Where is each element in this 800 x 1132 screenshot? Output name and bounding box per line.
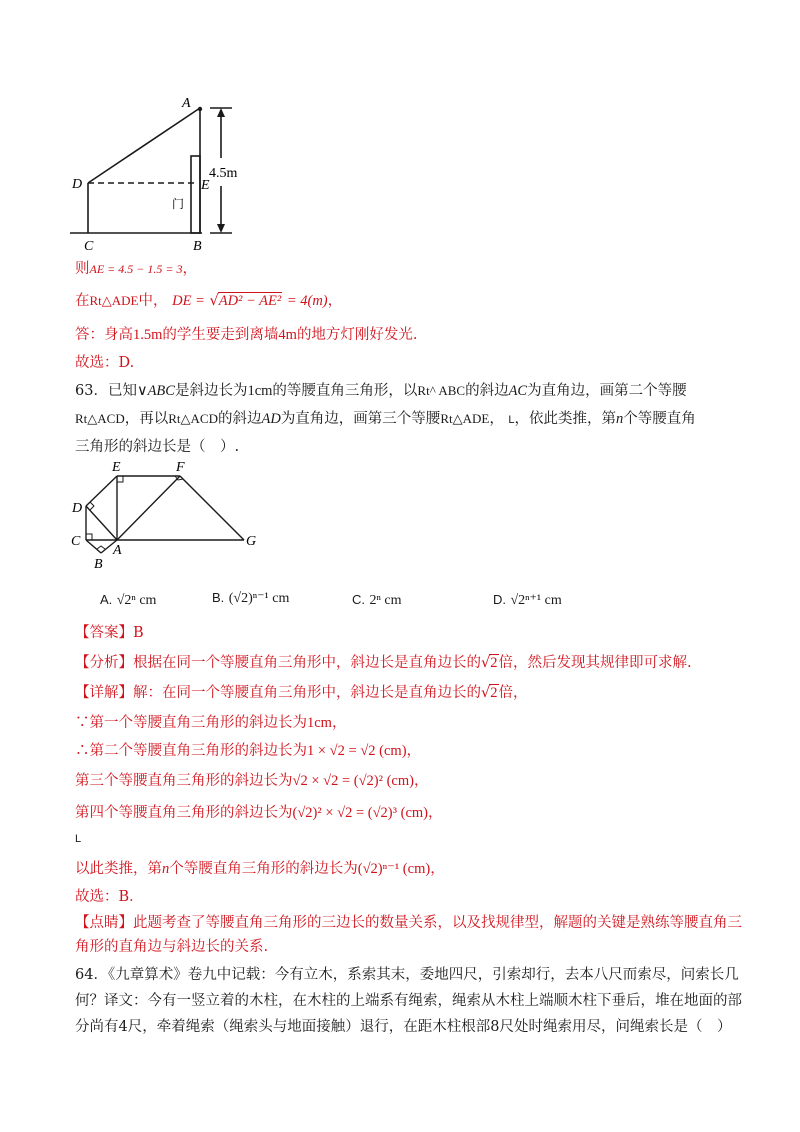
q63-line-1 xyxy=(75,380,687,402)
answer-line: 【答案】B xyxy=(75,625,144,641)
text: 为直角边，画第三个等腰 xyxy=(280,411,441,427)
tag: 【详解】 xyxy=(75,685,133,701)
math-expr: Rt△ADE xyxy=(440,411,490,426)
step-1 xyxy=(75,712,346,734)
step-2 xyxy=(75,740,421,762)
prev-line-3 xyxy=(75,324,418,346)
prev-line-2: 在Rt△ADE中， DE = √AD² − AE² = 4(m)， xyxy=(75,293,343,309)
text: ， xyxy=(406,743,422,759)
option-expr: (√2)ⁿ⁻¹ cm xyxy=(228,591,290,606)
math-expr: (√2)ⁿ⁻¹ (cm) xyxy=(357,861,431,877)
step-4 xyxy=(75,802,442,824)
math-expr: = 4(m) xyxy=(286,293,328,309)
option-letter: C. xyxy=(352,592,365,607)
option-letter: A. xyxy=(100,592,113,607)
ellipsis-line: L xyxy=(75,833,82,845)
label-C2: C xyxy=(71,534,81,549)
option-b[interactable] xyxy=(212,590,289,607)
label-A2: A xyxy=(113,543,122,558)
text: 此题考查了等腰直角三角形的三边长的数量关系，以及找规律型，解题的关键是熟练等腰直角三 xyxy=(133,915,742,931)
math-expr: AE = 4.5 − 1.5 = 3 xyxy=(89,262,183,276)
label-D2: D xyxy=(72,501,83,516)
math-expr: ∨ABC xyxy=(136,383,175,399)
prev-line-1 xyxy=(75,258,197,280)
label-B: B xyxy=(193,239,202,254)
arrow-down xyxy=(217,224,225,233)
math-expr: Rt^ ABC xyxy=(417,383,466,398)
text: ∵第一个等腰直角三角形的斜边长为 xyxy=(75,715,307,731)
text: 的斜边 xyxy=(217,411,262,427)
tag: 【分析】 xyxy=(75,655,133,671)
math-expr: 4m xyxy=(278,327,297,343)
label-F2: F xyxy=(176,460,185,475)
text: 个等腰直角 xyxy=(623,411,696,427)
seg-DE xyxy=(86,476,117,506)
text: ∴第二个等腰直角三角形的斜边长为 xyxy=(75,743,307,759)
text: 解：在同一个等腰直角三角形中，斜边长是直角边长的 xyxy=(133,685,481,701)
math-expr: Rt△ACD xyxy=(75,411,125,426)
label-G2: G xyxy=(246,534,257,549)
text: 在 xyxy=(75,293,90,309)
text: 的斜边 xyxy=(465,383,509,399)
door-rect xyxy=(191,156,200,233)
label-B2: B xyxy=(94,557,103,572)
right-angle-E xyxy=(117,476,123,482)
q64-line-2: 何？译文：今有一竖立着的木柱，在木柱的上端系有绳索，绳索从木柱上端顺木柱下垂后，堆在地面的部 xyxy=(75,993,742,1009)
math-expr: Rt△ADE xyxy=(89,293,139,308)
text: 已知 xyxy=(107,383,137,399)
label-C: C xyxy=(84,239,94,254)
text: 倍，然后发现其规律即可求解. xyxy=(498,655,692,671)
text: ， xyxy=(331,715,347,731)
q64-line-1: 64．《九章算术》卷九中记载：今有立木，系索其末，委地四尺，引索却行，去本八尺而索尽，问索长几 xyxy=(75,967,739,983)
point-A xyxy=(198,107,202,111)
step-5 xyxy=(75,858,445,880)
text: 答：身高 xyxy=(75,327,133,343)
step-3 xyxy=(75,770,428,792)
option-a[interactable] xyxy=(100,592,156,609)
math-expr: √2 × √2 = (√2)² (cm) xyxy=(292,773,414,789)
text: 是斜边长为 xyxy=(174,383,248,399)
seg-CB xyxy=(86,540,101,553)
seg-FA xyxy=(117,476,180,540)
math-var: n xyxy=(162,861,170,877)
math-expr: 1 × √2 = √2 (cm) xyxy=(307,743,407,759)
math-expr: (√2)² × √2 = (√2)³ (cm) xyxy=(292,805,428,821)
math-radicand: AD² − AE² xyxy=(218,293,282,309)
text: 为直角边，画第二个等腰 xyxy=(527,383,687,399)
q64-line-3: 分尚有4尺，牵着绳索（绳索头与地面接触）退行，在距木柱根部8尺处时绳索用尽，问绳索长是（ ） xyxy=(75,1019,732,1035)
text: ，依此类推，第 xyxy=(514,411,617,427)
text: 的地方灯刚好发光. xyxy=(296,327,418,343)
text: ， xyxy=(427,805,443,821)
sqrt-2: 2 xyxy=(490,655,498,671)
seg-FG xyxy=(180,476,244,540)
label-A: A xyxy=(182,96,191,111)
figure-lamp-wall xyxy=(70,90,260,255)
math-expr: AD xyxy=(261,411,281,427)
math-var: n xyxy=(616,411,624,427)
prev-line-4: 故选：D. xyxy=(75,355,135,371)
text: 第三个等腰直角三角形的斜边长为 xyxy=(75,773,293,789)
figure-triangles xyxy=(68,458,268,573)
choose-line: 故选：B． xyxy=(75,889,144,905)
math-expr: 1.5m xyxy=(133,327,163,343)
right-angle-B xyxy=(97,546,105,549)
comment-line-1 xyxy=(75,912,742,934)
math-expr: AC xyxy=(508,383,528,399)
label-E2: E xyxy=(112,460,121,475)
right-angle-C xyxy=(86,534,92,540)
detail-line: 【详解】解：在同一个等腰直角三角形中，斜边长是直角边长的√2倍， xyxy=(75,685,528,701)
text: ，再以 xyxy=(124,411,169,427)
q63-line-2 xyxy=(75,408,696,431)
question-number: 63． xyxy=(75,383,108,399)
option-letter: B. xyxy=(212,590,225,605)
q63-line-3: 三角形的斜边长是（ ）. xyxy=(75,439,240,455)
option-expr: √2ⁿ⁺¹ cm xyxy=(510,593,562,608)
math-expr: 1cm xyxy=(307,715,332,731)
label-height: 4.5m xyxy=(209,166,238,181)
right-angle-D xyxy=(90,502,94,510)
text: 中， xyxy=(138,293,168,309)
text: ， xyxy=(430,861,445,877)
option-expr: √2ⁿ cm xyxy=(116,593,157,608)
tag: 【点睛】 xyxy=(75,915,133,931)
option-d[interactable] xyxy=(493,592,562,609)
math-expr: 1cm xyxy=(247,383,273,399)
text: 则 xyxy=(75,261,90,277)
ellipsis-glyph: L xyxy=(508,414,515,426)
text: 根据在同一个等腰直角三角形中，斜边长是直角边长的 xyxy=(133,655,481,671)
text: 的等腰直角三角形，以 xyxy=(272,383,418,399)
text: 以此类推，第 xyxy=(75,861,162,877)
segment-AD xyxy=(88,108,200,183)
text: ， xyxy=(489,411,504,427)
text: ， xyxy=(182,261,197,277)
text: 的学生要走到离墙 xyxy=(162,327,279,343)
seg-DA xyxy=(86,506,117,540)
sqrt-2: 2 xyxy=(490,685,498,701)
option-letter: D. xyxy=(493,592,506,607)
label-door: 门 xyxy=(172,197,185,211)
comment-line-2: 角形的直角边与斜边长的关系. xyxy=(75,939,269,955)
analysis-line: 【分析】根据在同一个等腰直角三角形中，斜边长是直角边长的√2倍，然后发现其规律即可求解. xyxy=(75,655,692,671)
option-c[interactable] xyxy=(352,592,401,609)
text: 倍， xyxy=(498,685,528,701)
math-expr: DE = xyxy=(172,293,205,309)
option-expr: 2ⁿ cm xyxy=(369,593,402,608)
arrow-up xyxy=(217,108,225,117)
math-expr: Rt△ACD xyxy=(168,411,218,426)
text: 个等腰直角三角形的斜边长为 xyxy=(169,861,358,877)
label-D: D xyxy=(72,177,83,192)
text: 第四个等腰直角三角形的斜边长为 xyxy=(75,805,293,821)
text: ， xyxy=(327,293,343,309)
label-E: E xyxy=(201,178,210,193)
text: ， xyxy=(413,773,429,789)
